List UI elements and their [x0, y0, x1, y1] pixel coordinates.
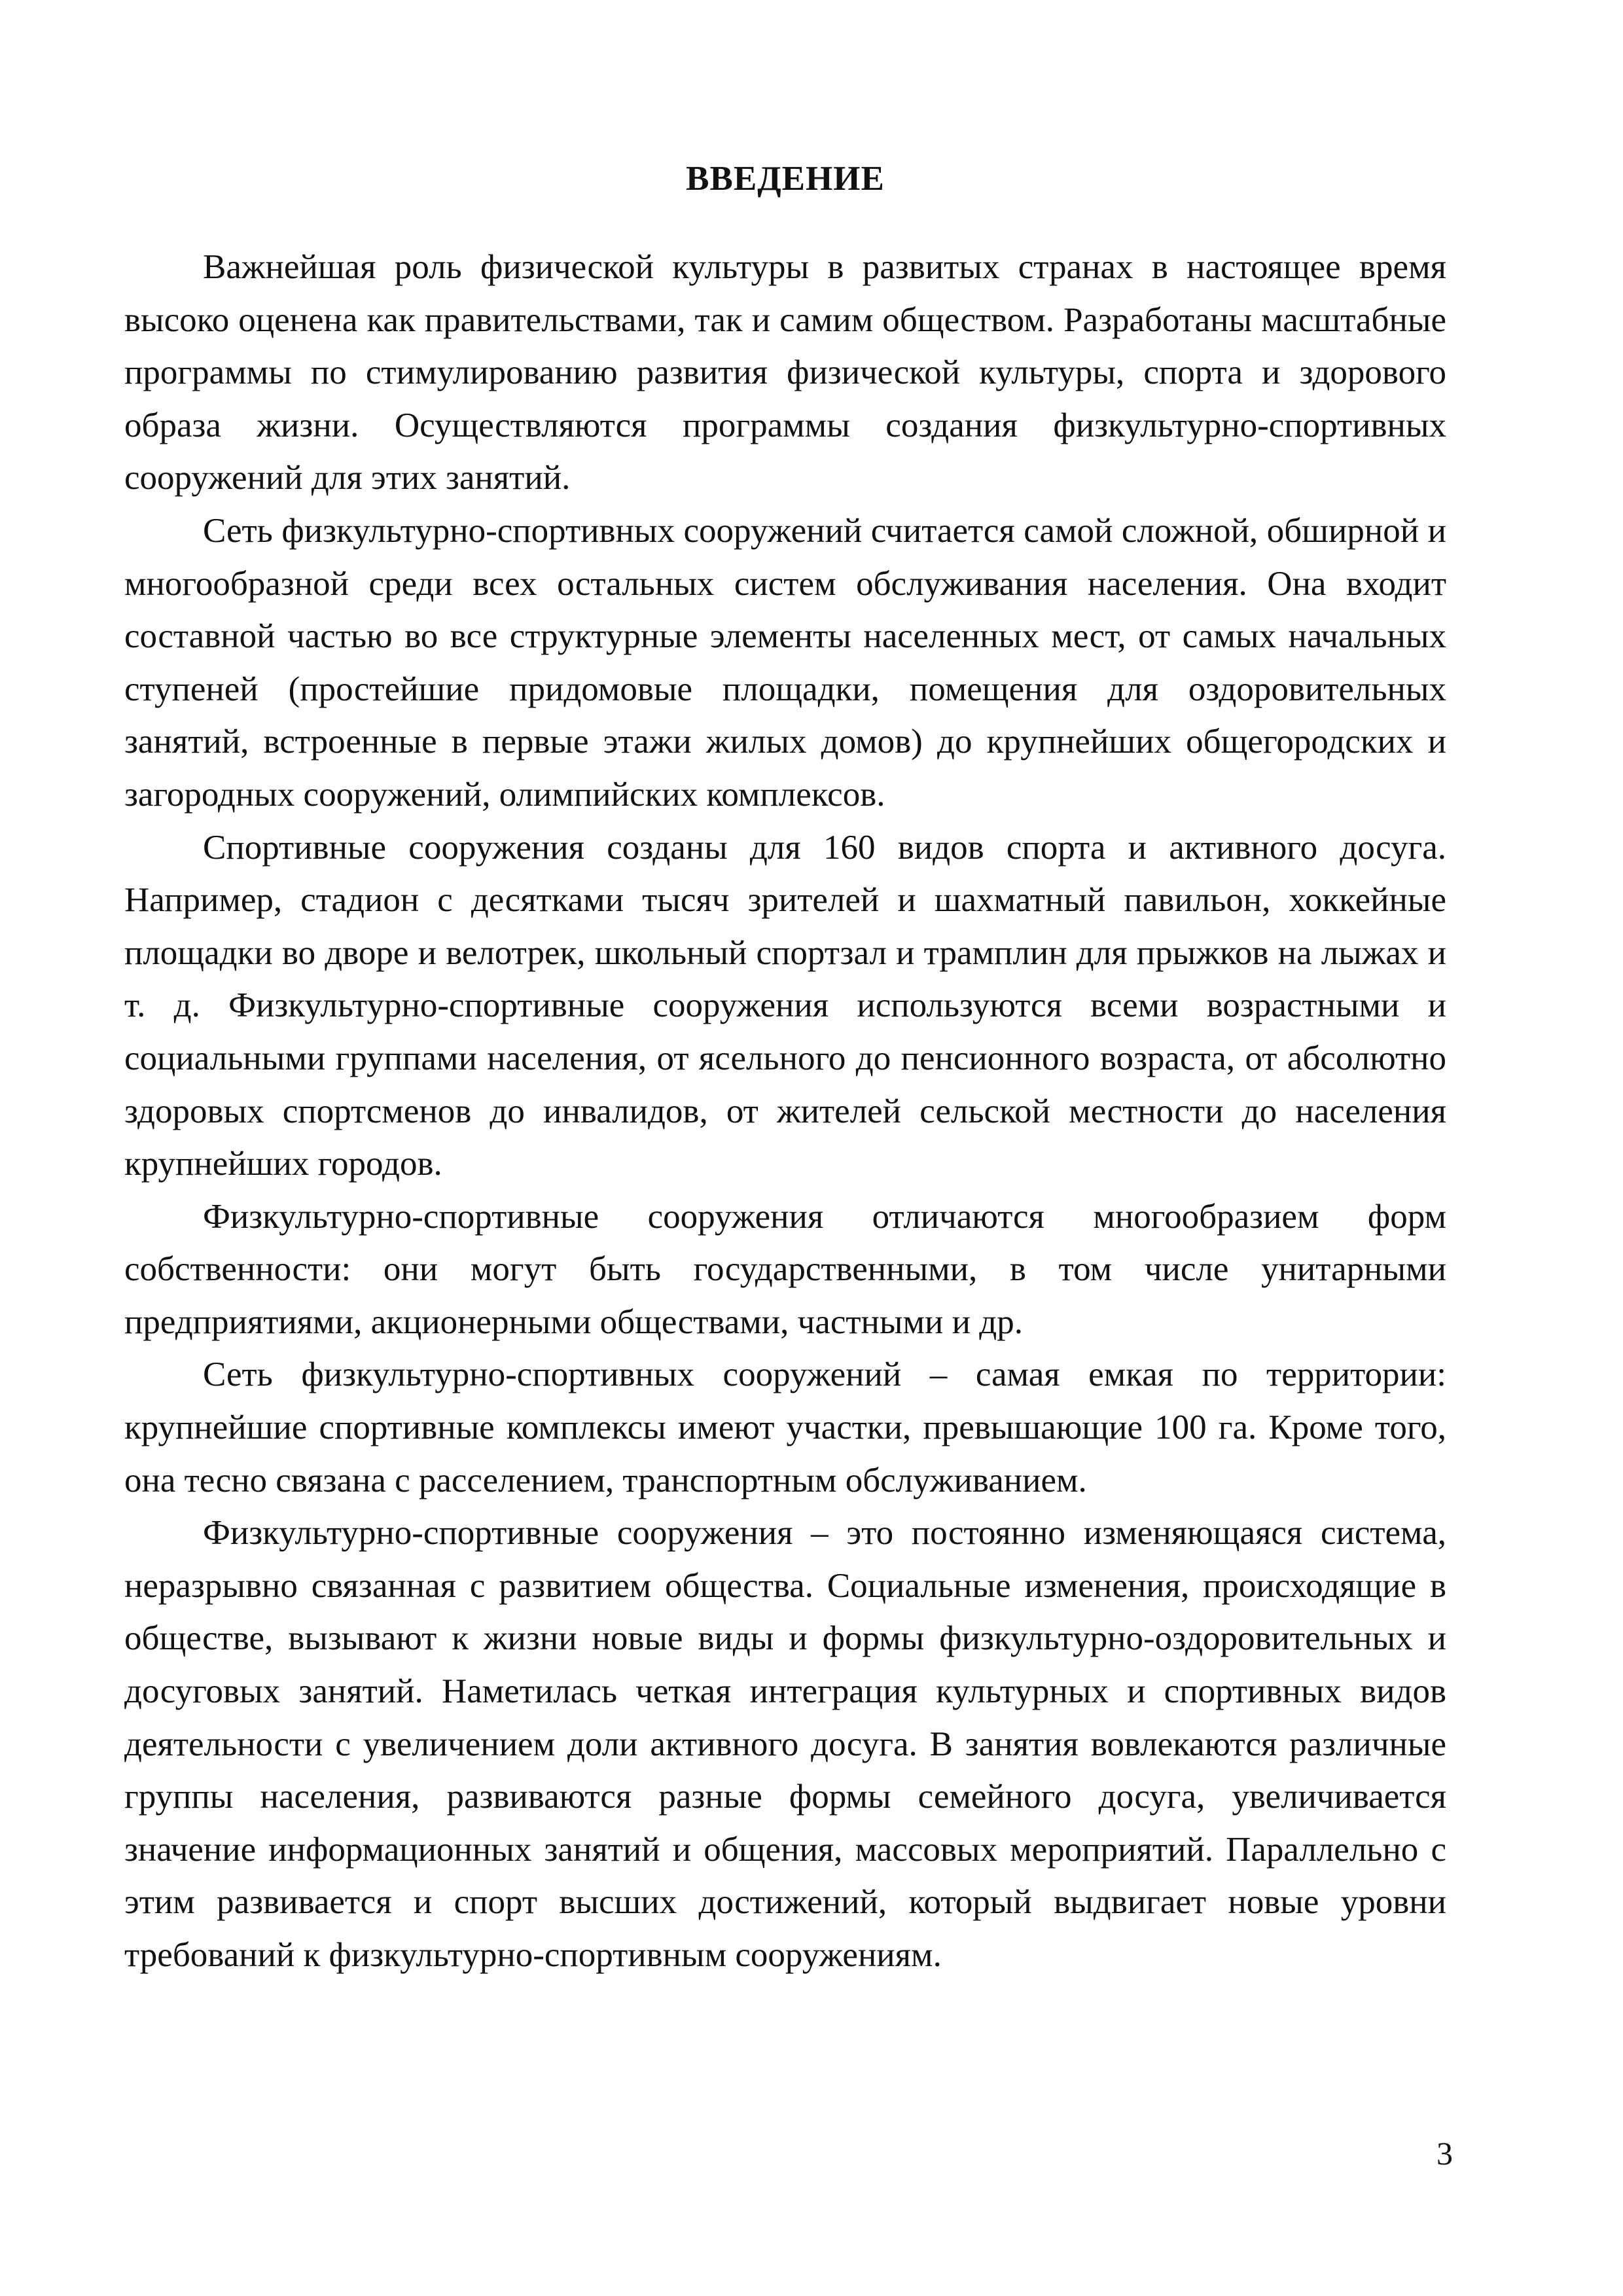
paragraph-6: Физкультурно-спортивные сооружения – это постоянно изменяющаяся система, неразрывно связанная с развитием общества. Социальные изменения, происходящие в обществе, вызывают к жизни новые виды и формы физкультурно-оздоровительных и досуговых занятий. Наметилась четкая интеграция культурных и спортивных видов деятельности с увеличением доли активного досуга. В занятия вовлекаются различные группы населения, развиваются разные формы семейного досуга, увеличивается значение информационных занятий и общения, массовых мероприятий. Параллельно с этим развивается и спорт высших достижений, который выдвигает новые уровни требований к физкультурно-спортивным сооружениям.	[124, 1514, 1446, 1974]
paragraph-1: Важнейшая роль физической культуры в развитых странах в настоящее время высоко оценена как правительствами, так и самим обществом. Разработаны масштабные программы по стимулированию развития физической культуры, спорта и здорового образа жизни. Осуществляются программы создания физкультурно-спортивных сооружений для этих занятий.	[124, 248, 1446, 497]
paragraph-4: Физкультурно-спортивные сооружения отличаются многообразием форм собственности: они могут быть государственными, в том числе унитарными предприятиями, акционерными обществами, частными и др.	[124, 1197, 1446, 1341]
page-title: ВВЕДЕНИЕ	[686, 160, 885, 198]
document-body	[124, 151, 1446, 1982]
page-number: 3	[1436, 2135, 1453, 2172]
paragraph-3: Спортивные сооружения созданы для 160 видов спорта и активного досуга. Например, стадион с десятками тысяч зрителей и шахматный павильон, хоккейные площадки во дворе и велотрек, школьный спортзал и трамплин для прыжков на лыжах и т. д. Физкультурно-спортивные сооружения используются всеми возрастными и социальными группами населения, от ясельного до пенсионного возраста, от абсолютно здоровых спортсменов до инвалидов, от жителей сельской местности до населения крупнейших городов.	[124, 828, 1446, 1183]
paragraph-5: Сеть физкультурно-спортивных сооружений – самая емкая по территории: крупнейшие спортивные комплексы имеют участки, превышающие 100 га. Кроме того, она тесно связана с расселением, транспортным обслуживанием.	[124, 1355, 1446, 1499]
paragraph-2: Сеть физкультурно-спортивных сооружений считается самой сложной, обширной и многообразной среди всех остальных систем обслуживания населения. Она входит составной частью во все структурные элементы населенных мест, от самых начальных ступеней (простейшие придомовые площадки, помещения для оздоровительных занятий, встроенные в первые этажи жилых домов) до крупнейших общегородских и загородных сооружений, олимпийских комплексов.	[124, 511, 1446, 814]
